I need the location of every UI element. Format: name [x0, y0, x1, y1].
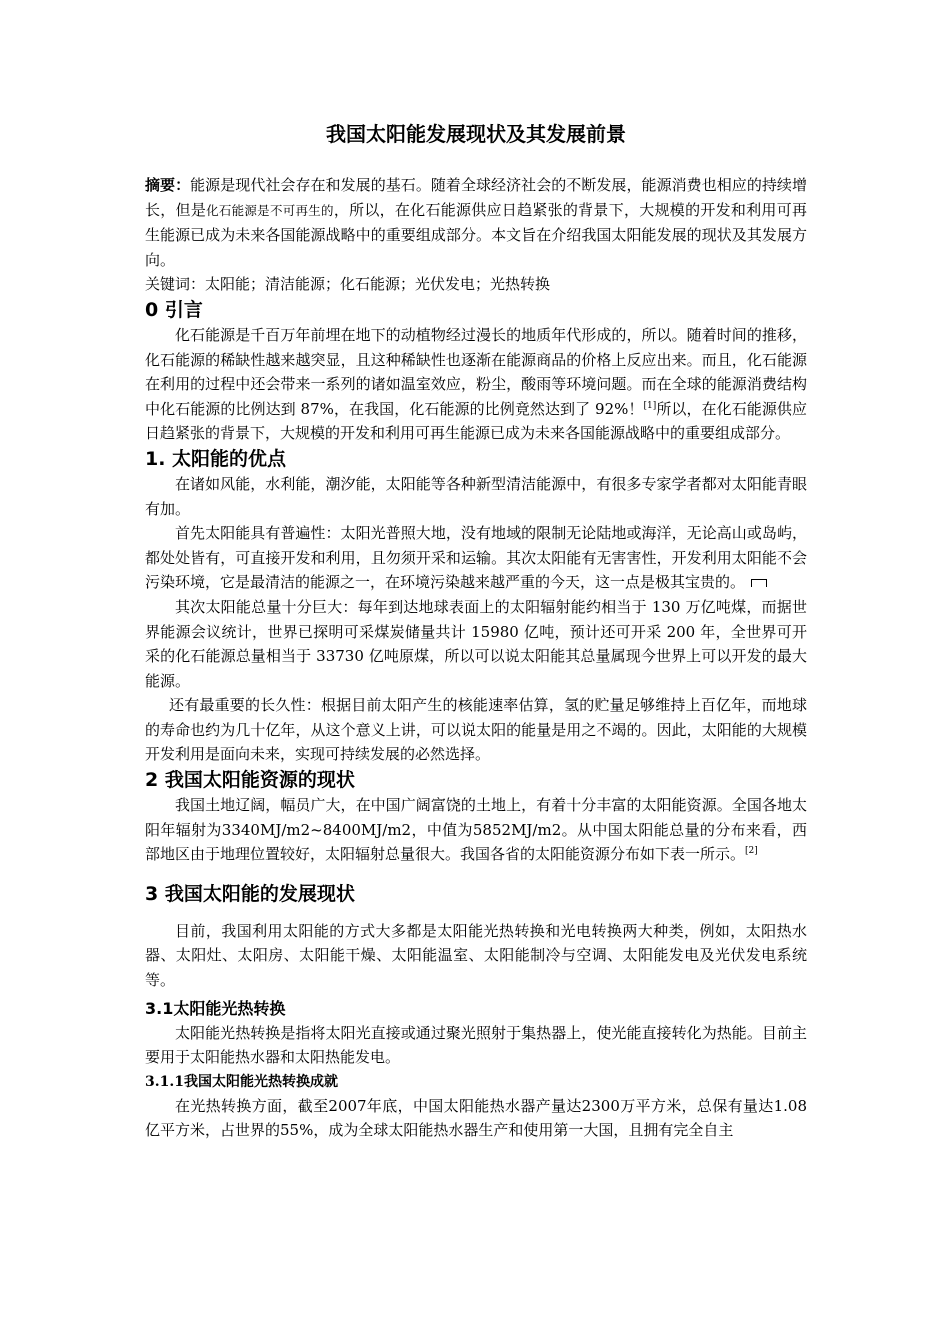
document-title: 我国太阳能发展现状及其发展前景	[326, 122, 626, 146]
heading-section-3-1: 3.1太阳能光热转换	[145, 998, 286, 1018]
heading-section-2: 2 我国太阳能资源的现状	[145, 769, 355, 792]
section-3-1-1-paragraph: 在光热转换方面，截至2007年底，中国太阳能热水器产量达2300万平方米，总保有量达1.08亿平方米，占世界的55%，成为全球太阳能热水器生产和使用第一大国，且拥有完全自主	[145, 1096, 807, 1140]
abstract-text-a: 能源是现代社会存在和发展的基石。随着全球经济社会的不断发展，能源消费也相应的持续增长，但是	[145, 176, 807, 219]
abstract-text-small: 化石能源是不可再生的	[206, 202, 334, 218]
intro-text-b: 所以，在化石能源供应日趋紧张的背景下，大规模的开发和利用可再生能源已成为未来各国能源战略中的重要组成部分。	[145, 399, 807, 443]
section-1-paragraph-4: 还有最重要的长久性：根据目前太阳产生的核能速率估算，氢的贮量足够维持上百亿年，而地球的寿命也约为几十亿年，从这个意义上讲，可以说太阳的能量是用之不竭的。因此，太阳能的大规模开发利用是面向未来，实现可持续发展的必然选择。	[145, 696, 807, 764]
abstract-label: 摘要：	[145, 176, 191, 194]
edit-mark-icon	[751, 579, 767, 587]
abstract-paragraph	[145, 173, 807, 272]
section-2-text: 我国土地辽阔，幅员广大，在中国广阔富饶的土地上，有着十分丰富的太阳能资源。全国各地太阳年辐射为3340MJ/m2~8400MJ/m2，中值为5852MJ/m2。从中国太阳能总量的分布来看，西部地区由于地理位置较好，太阳辐射总量很大。我国各省的太阳能资源分布如下表一所示。	[145, 796, 807, 864]
intro-text-a: 化石能源是千百万年前埋在地下的动植物经过漫长的地质年代形成的，所以。随着时间的推移，化石能源的稀缺性越来越突显，且这种稀缺性也逐渐在能源商品的价格上反应出来。而且，化石能源在利用的过程中还会带来一系列的诸如温室效应，粉尘，酸雨等环境问题。而在全球的能源消费结构中化石能源的比例达到 87%，在我国，化石能源的比例竟然达到了 92%！	[145, 325, 807, 418]
reference-1: [1]	[643, 400, 657, 411]
heading-section-3-1-1: 3.1.1我国太阳能光热转换成就	[145, 1073, 338, 1090]
section-3-paragraph: 目前，我国利用太阳能的方式大多都是太阳能光热转换和光电转换两大种类，例如，太阳热水器、太阳灶、太阳房、太阳能干燥、太阳能温室、太阳能制冷与空调、太阳能发电及光伏发电系统等。	[145, 921, 807, 990]
heading-section-1: 1. 太阳能的优点	[145, 447, 287, 470]
reference-2: [2]	[745, 846, 758, 857]
section-3-1-paragraph: 太阳能光热转换是指将太阳光直接或通过聚光照射于集热器上，使光能直接转化为热能。目前主要用于太阳能热水器和太阳热能发电。	[145, 1023, 807, 1067]
heading-section-3: 3 我国太阳能的发展现状	[145, 882, 355, 905]
section-2-paragraph	[145, 793, 807, 867]
document-body	[145, 118, 807, 1143]
section-1-paragraph-2	[145, 521, 807, 595]
section-1-paragraph-3: 其次太阳能总量十分巨大：每年到达地球表面上的太阳辐射能约相当于 130 万亿吨煤，而据世界能源会议统计，世界已探明可采煤炭储量共计 15980 亿吨，预计还可开采 200 年，全世界可开采的化石能源总量相当于 33730 亿吨原煤，所以可以说太阳能其总量属现今世界上可以开发的最大能源。	[145, 597, 807, 690]
section-1-paragraph-1: 在诸如风能，水利能，潮汐能，太阳能等各种新型清洁能源中，有很多专家学者都对太阳能青眼有加。	[145, 474, 807, 518]
heading-intro: 0 引言	[145, 298, 203, 321]
intro-paragraph	[145, 323, 807, 446]
abstract-text-b: ，所以，在化石能源供应日趋紧张的背景下，大规模的开发和利用可再生能源已成为未来各国能源战略中的重要组成部分。本文旨在介绍我国太阳能发展的现状及其发展方向。	[145, 200, 807, 269]
section-1-paragraph-2-text: 首先太阳能具有普遍性：太阳光普照大地，没有地域的限制无论陆地或海洋，无论高山或岛屿，都处处皆有，可直接开发和利用，且勿须开采和运输。其次太阳能有无害害性，开发利用太阳能不会污染环境，它是最清洁的能源之一，在环境污染越来越严重的今天，这一点是极其宝贵的。	[145, 524, 807, 592]
keywords-line: 关键词：太阳能；清洁能源；化石能源；光伏发电；光热转换	[145, 275, 551, 294]
